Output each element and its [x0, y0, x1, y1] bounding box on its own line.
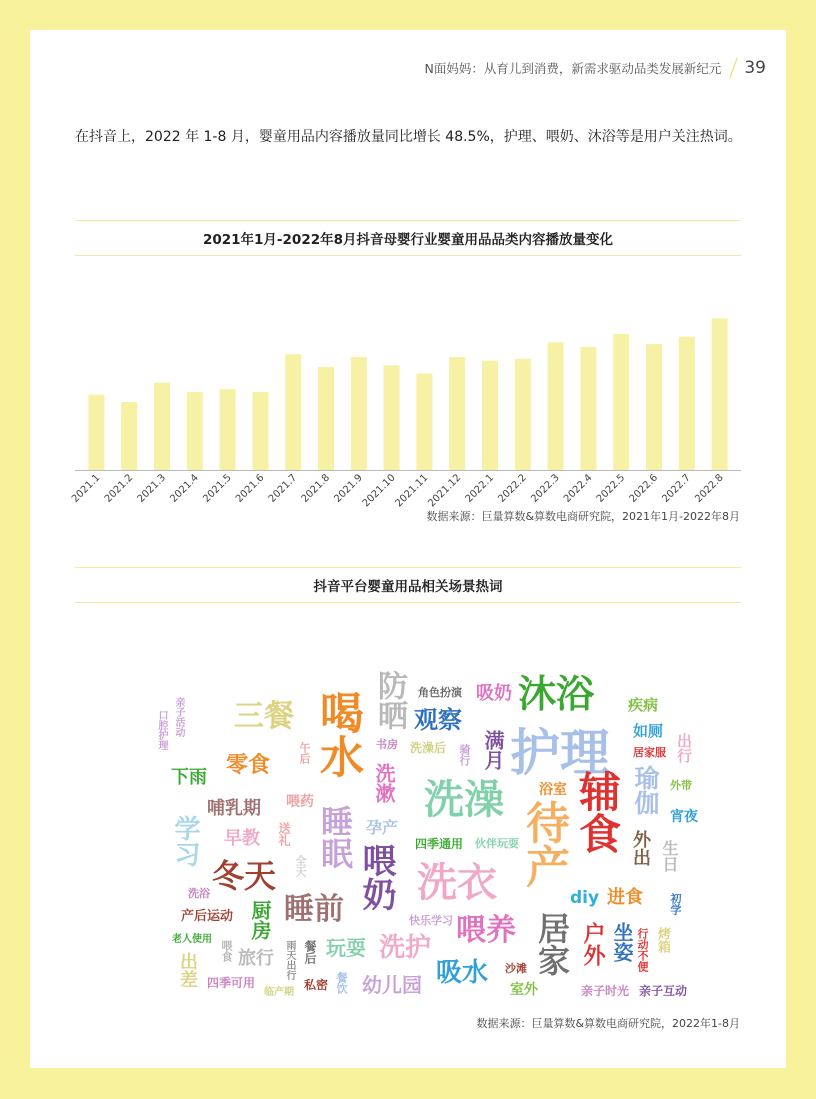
wordcloud-term: 观察 — [414, 706, 462, 734]
bar-2021.12 — [449, 357, 465, 470]
wordcloud-term: 洗衣 — [417, 860, 497, 906]
wordcloud-term: 吸水 — [436, 958, 489, 988]
wordcloud-term: 亲子互动 — [639, 984, 688, 998]
wordcloud-term: 居家服 — [633, 746, 666, 759]
page-number: 39 — [744, 58, 766, 78]
bar-2022.2 — [515, 359, 531, 470]
wordcloud-term: 送礼 — [277, 822, 291, 846]
bar-2021.10 — [384, 365, 400, 470]
wordcloud-term: 生日 — [660, 840, 679, 872]
wordcloud-term: 外出 — [630, 830, 651, 866]
wordcloud-term: 午后 — [298, 742, 311, 764]
bar-2022.4 — [580, 347, 596, 470]
wordcloud-term: 洗澡 — [424, 777, 504, 823]
wordcloud-term: 玩耍 — [326, 936, 366, 960]
wordcloud-term: 待产 — [518, 800, 569, 888]
wordcloud-term: 防晒 — [372, 670, 407, 730]
intro-paragraph: 在抖音上，2022 年 1-8 月，婴童用品内容播放量同比增长 48.5%，护理、喂奶、沐浴等是用户关注热词。 — [75, 129, 742, 145]
wordcloud-term: 角色扮演 — [418, 686, 462, 699]
wordcloud-term: 亲子活动 — [173, 697, 184, 737]
wordcloud-term: 浴室 — [539, 782, 567, 798]
bar-2021.11 — [416, 374, 432, 470]
x-tick-label: 2022.4 — [561, 472, 595, 505]
bar-2021.5 — [220, 389, 236, 470]
wordcloud-term: 户外 — [580, 922, 605, 966]
header-divider — [730, 58, 738, 78]
bar-chart — [69, 285, 741, 525]
wordcloud-term: 餐饮 — [335, 972, 348, 994]
wordcloud-term: 零食 — [226, 753, 271, 778]
wordcloud-term: 护理 — [510, 724, 610, 782]
wordcloud-term: 出行 — [675, 733, 693, 763]
x-tick-label: 2022.1 — [463, 472, 497, 505]
page-header — [425, 54, 767, 82]
bar-2021.6 — [252, 392, 268, 470]
x-tick-label: 2021.8 — [299, 472, 333, 505]
bar-2021.3 — [154, 383, 170, 470]
bar-2022.1 — [482, 361, 498, 470]
x-tick-label: 2022.2 — [496, 472, 529, 505]
report-page — [30, 30, 786, 1068]
wordcloud-term: 旅行 — [238, 948, 274, 969]
bar-2022.7 — [679, 337, 695, 470]
wordcloud-term: 喂奶 — [356, 843, 396, 911]
wordcloud-term: 宵夜 — [670, 809, 698, 825]
wordcloud-term: 老人使用 — [172, 934, 212, 945]
wordcloud-term: 吸奶 — [476, 683, 512, 704]
wordcloud-term: 辅食 — [573, 770, 622, 854]
x-tick-label: 2021.5 — [201, 472, 234, 505]
wordcloud-term: 洗浴 — [188, 887, 210, 900]
running-title: N面妈妈：从育儿到消费，新需求驱动品类发展新纪元 — [424, 61, 722, 76]
bar-chart-title: 2021年1月-2022年8月抖音母婴行业婴童用品品类内容播放量变化 — [75, 220, 741, 256]
wordcloud-term: 如厕 — [633, 722, 664, 740]
wordcloud-term: 哺乳期 — [207, 798, 261, 819]
bar-2022.5 — [613, 334, 629, 470]
x-tick-label: 2021.1 — [69, 472, 103, 505]
wordcloud-term: 居家 — [533, 912, 571, 976]
wordcloud-term: 睡眠 — [316, 805, 354, 869]
wordcloud-term: 睡前 — [284, 892, 344, 927]
wordcloud-term: 进食 — [607, 887, 643, 908]
wordcloud-term: 瑜伽 — [631, 765, 660, 815]
bar-2021.8 — [318, 367, 334, 470]
wordcloud-term: 冬天 — [212, 857, 277, 895]
bar-2021.1 — [88, 395, 104, 470]
wordcloud-term: 洗护 — [379, 933, 432, 963]
wordcloud — [130, 630, 698, 1010]
wordcloud-term: 临产期 — [264, 987, 294, 998]
bar-2021.7 — [285, 354, 301, 470]
wordcloud-source: 数据来源：巨量算数&算数电商研究院，2022年1-8月 — [476, 1017, 740, 1030]
wordcloud-term: 洗漱 — [372, 763, 396, 803]
wordcloud-term: 出差 — [177, 952, 198, 988]
x-tick-label: 2021.2 — [102, 472, 136, 505]
bar-2021.9 — [351, 357, 367, 470]
bar-chart-source: 数据来源：巨量算数&算数电商研究院，2021年1月-2022年8月 — [426, 510, 740, 523]
wordcloud-term: diy — [570, 888, 600, 908]
x-tick-label: 2021.6 — [233, 472, 267, 505]
x-tick-label: 2022.8 — [693, 472, 726, 505]
wordcloud-term: 喂养 — [456, 913, 516, 948]
wordcloud-term: 私密 — [304, 978, 329, 992]
x-tick-label: 2022.7 — [660, 472, 693, 505]
wordcloud-term: 满月 — [481, 730, 505, 770]
wordcloud-term: 疾病 — [628, 696, 659, 714]
wordcloud-term: 全天 — [294, 855, 307, 877]
x-tick-label: 2021.10 — [360, 472, 398, 510]
wordcloud-term: 烤箱 — [655, 927, 670, 953]
wordcloud-term: 餐后 — [303, 940, 317, 964]
wordcloud-term: 书房 — [376, 738, 398, 751]
wordcloud-term: 孕产 — [366, 818, 399, 837]
x-tick-label: 2022.5 — [594, 472, 628, 505]
wordcloud-term: 雨天出行 — [284, 940, 295, 980]
x-tick-label: 2022.6 — [627, 472, 661, 505]
wordcloud-term: 四季可用 — [207, 976, 256, 990]
wordcloud-term: 下雨 — [171, 767, 207, 788]
x-tick-label: 2021.7 — [266, 472, 300, 505]
wordcloud-term: 喂药 — [286, 794, 314, 810]
wordcloud-term: 沙滩 — [505, 962, 527, 975]
wordcloud-term: 行动不便 — [636, 928, 649, 972]
wordcloud-term: 喂食 — [220, 940, 233, 962]
bar-2021.4 — [187, 392, 203, 470]
bar-2022.3 — [548, 342, 564, 470]
wordcloud-term: 喝水 — [312, 690, 363, 778]
bar-2022.8 — [712, 318, 728, 470]
x-tick-label: 2021.4 — [168, 472, 201, 505]
x-tick-label: 2021.11 — [393, 472, 431, 510]
x-tick-label: 2021.12 — [426, 472, 464, 510]
wordcloud-term: 沐浴 — [518, 672, 595, 716]
wordcloud-title: 抖音平台婴童用品相关场景热词 — [75, 567, 741, 603]
x-tick-label: 2021.9 — [332, 472, 365, 505]
wordcloud-term: 口腔护理 — [156, 710, 167, 750]
wordcloud-term: 坐姿 — [610, 922, 634, 962]
wordcloud-term: 三餐 — [234, 699, 294, 734]
wordcloud-term: 学习 — [170, 815, 200, 867]
wordcloud-term: 厨房 — [248, 900, 272, 940]
x-tick-label: 2022.3 — [529, 472, 562, 505]
x-tick-label: 2021.3 — [135, 472, 169, 505]
wordcloud-term: 早教 — [224, 828, 260, 849]
bar-2022.6 — [646, 344, 662, 470]
bar-2021.2 — [121, 402, 137, 470]
wordcloud-term: 快乐学习 — [409, 914, 453, 927]
wordcloud-term: 四季通用 — [415, 837, 464, 851]
wordcloud-term: 外带 — [670, 779, 692, 792]
wordcloud-term: 伙伴玩耍 — [475, 837, 519, 850]
wordcloud-term: 亲子时光 — [581, 984, 630, 998]
wordcloud-term: 骑行 — [458, 744, 471, 766]
wordcloud-term: 初学 — [669, 893, 682, 915]
wordcloud-term: 洗澡后 — [410, 741, 447, 755]
wordcloud-term: 室外 — [510, 982, 538, 998]
wordcloud-term: 产后运动 — [181, 909, 234, 924]
wordcloud-term: 幼儿园 — [362, 973, 422, 997]
